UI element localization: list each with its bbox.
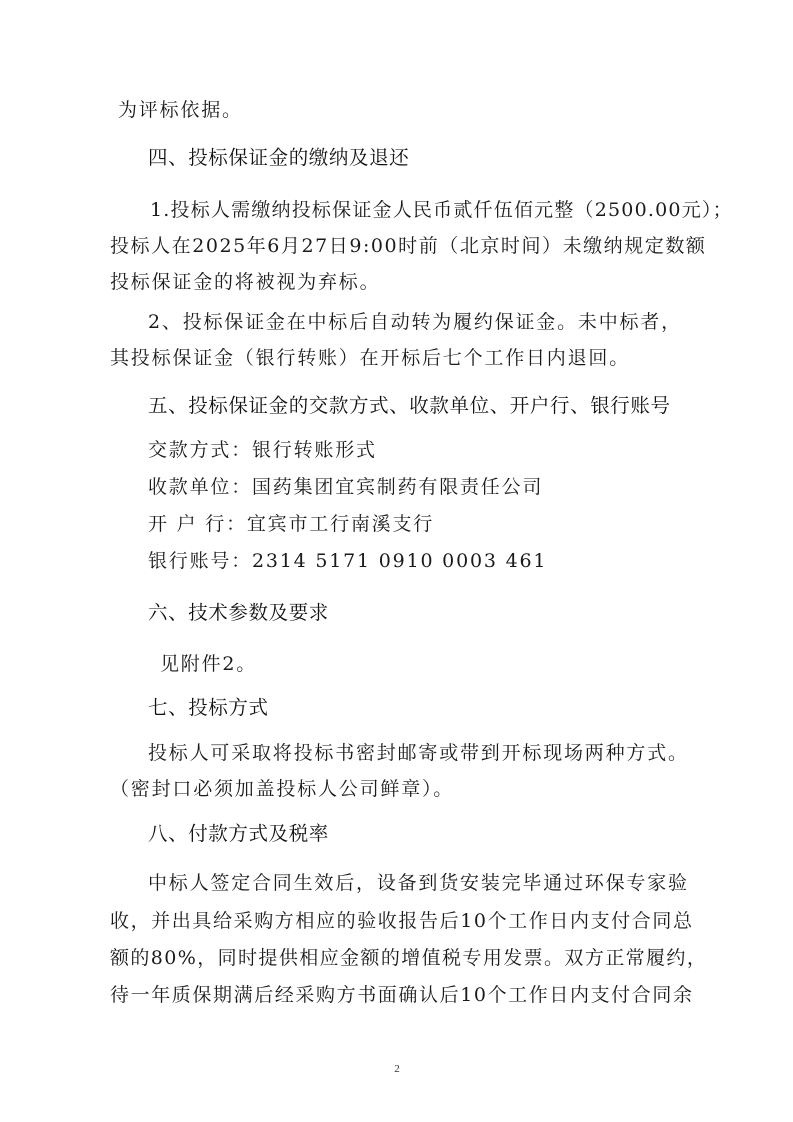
payment-method: 交款方式：银行转账形式 bbox=[148, 439, 377, 461]
bank-account: 银行账号：2314 5171 0910 0003 461 bbox=[148, 550, 548, 572]
section8-line2: 收，并出具给采购方相应的验收报告后10个工作日内支付合同总 bbox=[110, 910, 694, 932]
section4-item1-line3: 投标保证金的将被视为弃标。 bbox=[110, 271, 381, 293]
section7-line2: （密封口必须加盖投标人公司鲜章）。 bbox=[110, 778, 455, 800]
payee-name: 收款单位：国药集团宜宾制药有限责任公司 bbox=[148, 476, 544, 498]
section5-heading: 五、投标保证金的交款方式、收款单位、开户行、银行账号 bbox=[148, 394, 671, 417]
section8-line1: 中标人签定合同生效后，设备到货安装完毕通过环保专家验 bbox=[148, 872, 689, 894]
section7-line1: 投标人可采取将投标书密封邮寄或带到开标现场两种方式。 bbox=[148, 742, 689, 764]
section4-item1-line2: 投标人在2025年6月27日9:00时前（北京时间）未缴纳规定数额 bbox=[110, 235, 707, 257]
section4-item2-line1: 2、投标保证金在中标后自动转为履约保证金。未中标者， bbox=[148, 311, 682, 333]
section8-line3: 额的80%，同时提供相应金额的增值税专用发票。双方正常履约， bbox=[110, 947, 708, 969]
bank-name: 开 户 行：宜宾市工行南溪支行 bbox=[148, 513, 435, 535]
section4-item1-line1: 1.投标人需缴纳投标保证金人民币贰仟伍佰元整（2500.00元）； bbox=[150, 199, 733, 221]
section8-line4: 待一年质保期满后经采购方书面确认后10个工作日内支付合同余 bbox=[110, 984, 694, 1006]
section6-text: 见附件2。 bbox=[160, 653, 258, 675]
section8-heading: 八、付款方式及税率 bbox=[148, 822, 329, 845]
page-number: 2 bbox=[394, 1063, 400, 1075]
continuation-text: 为评标依据。 bbox=[118, 99, 243, 121]
section4-heading: 四、投标保证金的缴纳及退还 bbox=[148, 146, 410, 169]
section6-heading: 六、技术参数及要求 bbox=[148, 601, 329, 624]
section7-heading: 七、投标方式 bbox=[148, 696, 269, 719]
section4-item2-line2: 其投标保证金（银行转账）在开标后七个工作日内退回。 bbox=[110, 347, 631, 369]
